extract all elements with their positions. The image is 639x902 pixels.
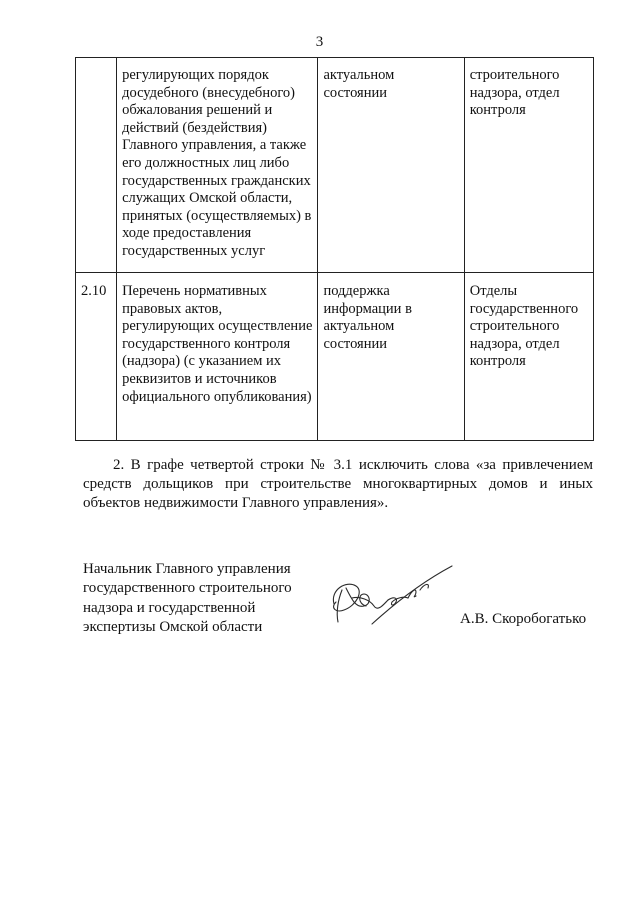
table-row [76, 273, 594, 441]
row-name-cell: Перечень нормативных правовых актов, регулирующих осуществление государственного контроля (надзора) (с указанием их реквизитов и источников официального опубликования) [117, 273, 318, 441]
signatory-title-line: надзора и государственной [83, 599, 256, 616]
signatory-title-line: государственного строительного [83, 580, 292, 597]
amendment-paragraph: 2. В графе четвертой строки № 3.1 исключить слова «за привлечением средств дольщиков при строительстве многоквартирных домов и иных объектов недвижимости Главного управления». [83, 457, 593, 511]
signatory-title [83, 560, 343, 637]
row-status-cell: актуальном состоянии [318, 58, 464, 273]
row-number-cell: 2.10 [76, 273, 117, 441]
signatory-name: А.В. Скоробогатько [460, 611, 587, 627]
row-status-cell: поддержка информации в актуальном состоянии [318, 273, 464, 441]
table-row [76, 58, 594, 273]
document-table [75, 57, 594, 441]
handwritten-signature [312, 560, 462, 640]
row-responsible-cell: Отделы государственного строительного надзора, отдел контроля [464, 273, 593, 441]
row-name-cell: регулирующих порядок досудебного (внесудебного) обжалования решений и действий (бездействия) Главного управления, а также его должностных лиц либо государственных гражданских служащих Омской области, принятых (осуществляемых) в ходе предоставления государственных услуг [117, 58, 318, 273]
row-responsible-cell: строительного надзора, отдел контроля [464, 58, 593, 273]
row-number-cell [76, 58, 117, 273]
page-number: 3 [315, 34, 324, 50]
signatory-title-line: экспертизы Омской области [83, 618, 263, 635]
signatory-title-line: Начальник Главного управления [83, 561, 291, 577]
signature-icon [312, 560, 462, 635]
